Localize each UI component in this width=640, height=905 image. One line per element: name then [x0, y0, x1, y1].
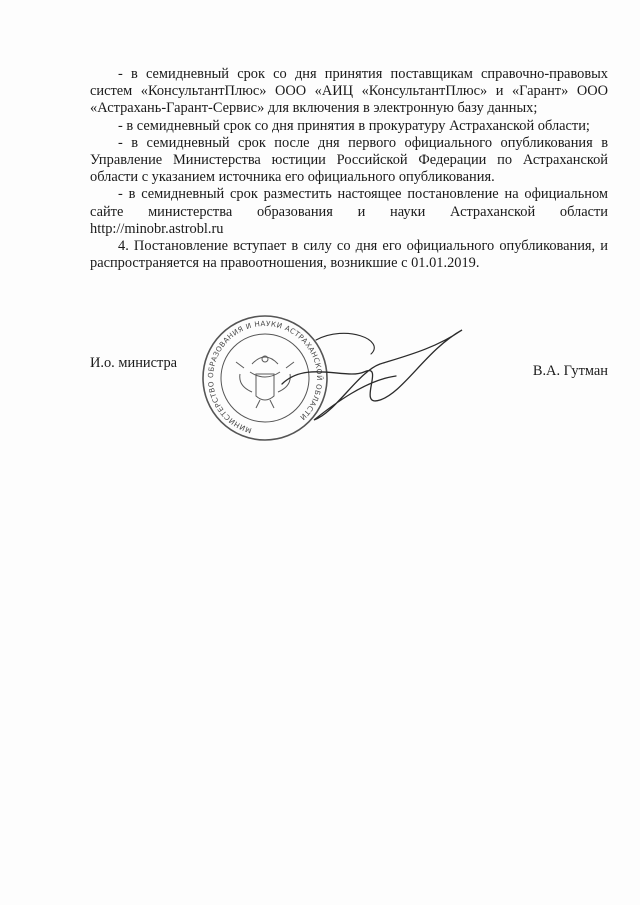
handwritten-signature-icon	[276, 320, 476, 430]
signature-block	[90, 355, 608, 379]
signatory-name: В.А. Гутман	[532, 363, 608, 379]
paragraph-website: - в семидневный срок разместить настоящее постановление на официальном сайте министерства образования и науки Астраханской области http://minobr.astrobl.ru	[90, 186, 608, 237]
signatory-title: И.о. министра	[90, 355, 178, 371]
paragraph-entry-into-force: 4. Постановление вступает в силу со дня его официального опубликования, и распространяется на правоотношения, возникшие с 01.01.2019.	[90, 238, 608, 272]
paragraph-consultant-garant: - в семидневный срок со дня принятия поставщикам справочно-правовых систем «КонсультантПлюс» ООО «АИЦ «КонсультантПлюс» и «Гарант» ООО «Астрахань-Гарант-Сервис» для включения в электронную базу данных;	[90, 66, 608, 117]
paragraph-prosecutor: - в семидневный срок со дня принятия в прокуратуру Астраханской области;	[118, 117, 590, 134]
paragraph-justice-ministry: - в семидневный срок после дня первого официального опубликования в Управление Министерства юстиции Российской Федерации по Астраханской области с указанием источника его официального опубликования.	[90, 134, 608, 186]
document-body	[90, 66, 608, 272]
svg-text:МИНИСТЕРСТВО ОБРАЗОВАНИЯ И НАУ: МИНИСТЕРСТВО ОБРАЗОВАНИЯ И НАУКИ АСТРАХАНСКОЙ ОБЛАСТИ	[205, 318, 325, 436]
